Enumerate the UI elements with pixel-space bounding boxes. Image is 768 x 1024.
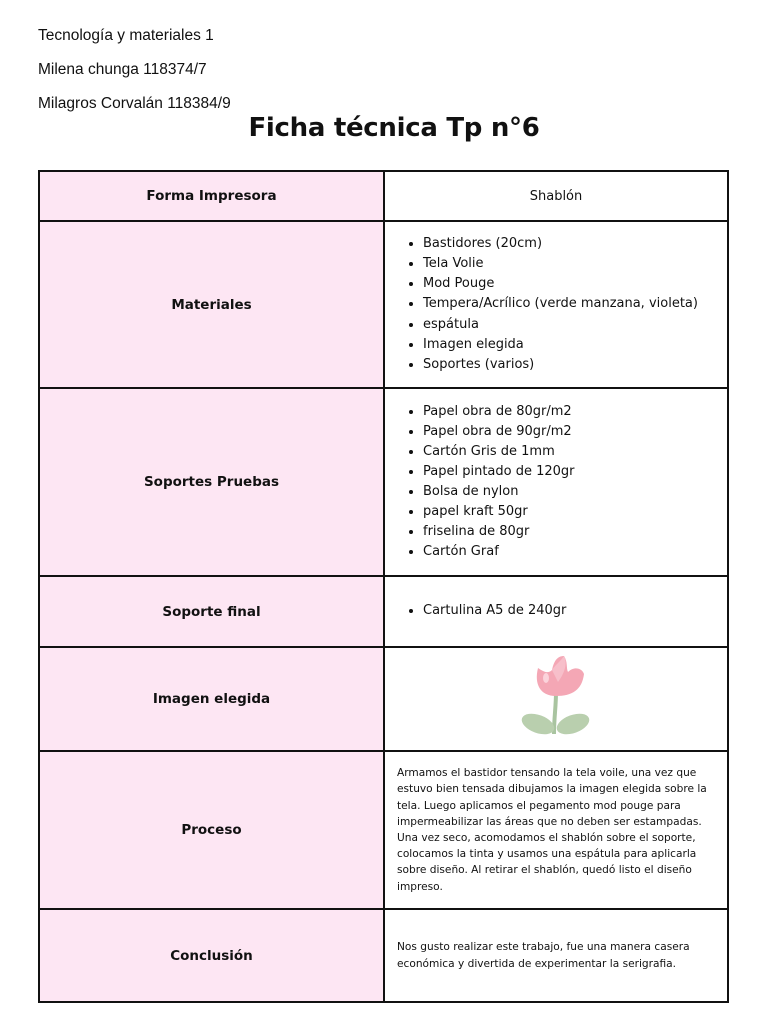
tulip-image bbox=[516, 652, 596, 742]
row-conclusion bbox=[39, 909, 728, 1002]
author-milena: Milena chunga 118374/7 bbox=[38, 61, 207, 78]
list-item: • Cartulina A5 de 240gr bbox=[423, 601, 727, 621]
value-forma-impresora: Shablón bbox=[384, 171, 728, 221]
author-milagros: Milagros Corvalán 118384/9 bbox=[38, 95, 231, 112]
course-name: Tecnología y materiales 1 bbox=[38, 27, 214, 44]
list-item: • Soportes (varios) bbox=[423, 355, 727, 375]
list-item: • Papel pintado de 120gr bbox=[423, 462, 727, 482]
list-item: • Bastidores (20cm) bbox=[423, 234, 727, 254]
label-soportes-pruebas: Soportes Pruebas bbox=[39, 388, 384, 576]
technical-sheet-table bbox=[38, 170, 729, 1003]
list-item: • Bolsa de nylon bbox=[423, 482, 727, 502]
row-imagen-elegida bbox=[39, 647, 728, 751]
list-item: • Tela Volie bbox=[423, 254, 727, 274]
list-item: • espátula bbox=[423, 315, 727, 335]
label-conclusion: Conclusión bbox=[39, 909, 384, 1002]
row-soportes-pruebas bbox=[39, 388, 728, 576]
conclusion-text: Nos gusto realizar este trabajo, fue una manera casera económica y divertida de experimentar la serigrafia. bbox=[397, 941, 690, 970]
proceso-text: Armamos el bastidor tensando la tela voile, una vez que estuvo bien tensada dibujamos la imagen elegida sobre la tela. Luego aplicamos el pegamento mod pouge para impermeabilizar las áreas que no deben ser estampadas. Una vez seco, acomodamos el shablón sobre el soporte, colocamos la tinta y usamos una espátula para aplicarla sobre diseño. Al retirar el shablón, quedó listo el diseño impreso. bbox=[397, 767, 707, 893]
row-soporte-final bbox=[39, 576, 728, 647]
list-item: • papel kraft 50gr bbox=[423, 502, 727, 522]
label-soporte-final: Soporte final bbox=[39, 576, 384, 647]
list-item: • Tempera/Acrílico (verde manzana, violeta) bbox=[423, 294, 727, 314]
list-item: • Cartón Gris de 1mm bbox=[423, 442, 727, 462]
list-item: • Imagen elegida bbox=[423, 335, 727, 355]
label-materiales: Materiales bbox=[39, 221, 384, 388]
label-forma-impresora: Forma Impresora bbox=[39, 171, 384, 221]
row-proceso bbox=[39, 751, 728, 909]
list-item: • friselina de 80gr bbox=[423, 522, 727, 542]
list-item: • Papel obra de 80gr/m2 bbox=[423, 402, 727, 422]
label-proceso: Proceso bbox=[39, 751, 384, 909]
soporte-final-list bbox=[385, 601, 727, 621]
list-item: • Papel obra de 90gr/m2 bbox=[423, 422, 727, 442]
label-imagen-elegida: Imagen elegida bbox=[39, 647, 384, 751]
row-forma-impresora bbox=[39, 171, 728, 221]
materiales-list bbox=[385, 234, 727, 375]
page-title: Ficha técnica Tp n°6 bbox=[248, 113, 540, 143]
row-materiales bbox=[39, 221, 728, 388]
soportes-pruebas-list bbox=[385, 402, 727, 563]
list-item: • Cartón Graf bbox=[423, 542, 727, 562]
list-item: • Mod Pouge bbox=[423, 274, 727, 294]
